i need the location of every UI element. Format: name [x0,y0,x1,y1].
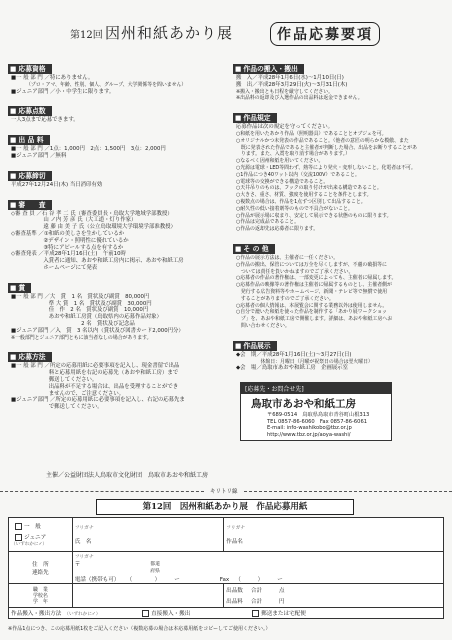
application-badge: 作品応募要項 [270,22,380,46]
text-line: 入賞者に通知、あおや和紙工房内に掲示、あおや和紙工房 [11,258,184,265]
text-line: 郵送してください。 [11,376,98,383]
text-line: 出品料が不足する場合は、出品を受理することができ [11,383,179,390]
mail-delivery-checkbox[interactable] [252,610,259,617]
flyer-title [0,22,452,42]
text-line: ■ジュニア部門 ／無料 [11,152,67,159]
text-line: ○作品が展示場に収まり、安定して展示できる状態のものに限ります。 [236,212,392,219]
work-name-label: 作品名 [226,539,243,545]
section-other [233,236,445,330]
text-line: ※一般部門とジュニア部門ともに該当者なしの場合があります。 [11,334,152,341]
text-line: 準 大 賞 1 名 賞状及び副賞 30,000円 [11,300,152,307]
text-line: ○作品は完成品であること。 [236,219,299,226]
text-line: ○複数点の場合は、作品を1点ずつ区別して出品すること。 [236,198,366,205]
text-line: ついては責任を負いかねますのでご了承ください。 [236,268,354,275]
text-line: ○光源は電球・LED等問わず、熱等により発火・変形しないこと。化電者は不可。 [236,164,416,171]
application-form [8,517,444,619]
text-line: ○作品の返却先は応募者に限ります。 [236,226,319,233]
section-heading: ■ 出 品 料 [8,135,50,145]
text-line: 搬 入／平成28年1月6日(水)～1月10日(日) [236,75,344,81]
fee-field[interactable]: 合計 円 [250,599,285,605]
text-line: することがありますのでご了承ください。 [236,295,334,302]
name-label: 氏 名 [74,539,92,545]
text-line: 発行する広告資料等やホームページ、新聞・テレビ等で無償で使用 [236,288,388,295]
postal-mark: 〒 [74,561,81,568]
text-line: 搬 出／平成28年3月29日(火)～3月31日(木) [236,81,348,88]
website-link[interactable]: http://www.tbz.or.jp/aoya-washi/ [267,431,351,438]
name-cell[interactable] [72,518,223,552]
exhibition-title: 因州和紙あかり展 [105,24,234,42]
text-line: ○大きさ、重さ、材質、強度を使用することを条件とします。 [236,192,372,199]
junior-label: ジュニア [24,535,47,541]
text-line: 既に発表された作品であると主催者が判断した場合、出品をお断りすることがあ [236,144,417,151]
text-line: ○オリジナルかつ未発表の作品であること。（他者の意匠の明らかな模倣、また [236,137,409,144]
text-line: ◇審 査 員 ／石 谷 孝 二 氏（審査委員長・鳥取大学地域学部教授） [11,210,173,217]
text-line: ■一 般 部 門 ／所定の応募用紙に必要事項を記入し、現金書留で出品 [11,363,180,370]
work-furigana-label: フリガナ [226,526,246,531]
form-footnote: ※作品1点につき、この応募用紙1枚をご記入ください（複数応募の場合は本応募用紙をコピーしてご使用ください。） [8,626,271,632]
text-line: ○なるべく因州和紙を用いてください。 [236,158,324,165]
cut-line-label: キリトリ線 [210,489,238,495]
text-line: ※出品料の返却及び入選作品の出品料は返金できません。 [236,95,363,102]
text-line: ◇審査基準 ／①和紙の美しさを生かしているか [11,230,125,237]
cut-line-dash-left [0,491,204,492]
section-heading: ■ そ の 他 [233,244,275,254]
text-line: 応募作品は次の規定を守ってください。 [236,124,334,131]
text-line: （プロ・アマ、年齢、性別、個人、グループ、大学関係等を問いません） [26,81,187,88]
text-line: 問い合わせください。 [236,322,290,329]
text-line: ■ジュニア部門 ／小・中学生に限ります。 [11,88,115,95]
occupation-cell[interactable] [72,584,223,608]
fax-field[interactable]: （ ） ー [235,576,283,583]
section-count [8,98,228,124]
count-field[interactable]: 合計 点 [250,588,285,594]
section-deadline [8,163,228,189]
section-heading: ■ 賞 [8,283,31,293]
delivery-method-label: 作品搬入・搬出方法 [11,611,62,617]
text-line: で郵送してください。 [11,404,103,411]
text-line: ※搬入・搬出とも日程を厳守してください。 [236,88,334,95]
address-furigana-label: フリガナ [74,554,94,560]
text-line: 佳 作 2 名 賞状及び副賞 10,000円 [11,307,149,314]
text-line: ○天井吊りのものは、フックの取り付けが出来る構造であること。 [236,185,382,192]
inquiry-organization: 鳥取市あおや和紙工房 [251,398,356,410]
section-rules [233,105,445,233]
text-line: ◆会 場／鳥取市あおや和紙工房 企画展示室 [236,365,348,372]
text-line: ○応募者の作品の著作権は、一部変更によっても、主催者に帰属します。 [236,275,397,282]
section-heading: ■ 作品の搬入・搬出 [233,64,304,74]
inquiry-box [240,382,392,441]
text-line: ○電球等の交換ができる構造であること。 [236,178,329,185]
section-qualification [8,56,228,95]
address-cell[interactable] [72,552,443,584]
occupation-label: 職 業 学校名 学 年 [9,584,73,608]
postal-address: 〒689-0514 鳥取県鳥取市青谷町山根313 [267,412,370,418]
text-line: プ」を、あおや和紙工房で開催します。詳細は、あおや和紙工房へお [236,316,393,323]
name-furigana-label: フリガナ [74,526,94,531]
email-link[interactable]: E-mail: info-washikobo@tbz.or.jp [267,425,352,432]
organizer-line: 主催／公益財団法人鳥取市文化財団 鳥取市あおや和紙工房 [46,472,209,479]
text-line: ○作品の展示方法は、主催者に一任ください。 [236,254,339,261]
text-line: ■一 般 部 門 ／1点：1,000円 2点：1,500円 3点：2,000円 [11,146,166,153]
section-heading: ■ 応募締切 [8,171,52,181]
text-line: 料と応募用紙を右記の応募先（あおや和紙工房）まで [11,370,179,377]
direct-delivery-label: 直接搬入・搬出 [151,611,191,617]
address-label: 住 所 連絡先 [9,552,73,584]
general-label: 一 般 [24,524,41,530]
text-line: 山 ノ内 芳 彦 氏（大工道・灯り作家） [11,217,137,224]
right-column [233,56,445,375]
mail-delivery-label: 郵送または宅配便 [261,611,306,617]
form-title: 第12回 因州和紙あかり展 作品応募用紙 [96,499,354,515]
section-heading: ■ 応募点数 [8,106,52,116]
section-heading: ■ 審 査 [8,200,52,210]
prefecture-label: 都道 府県 [150,561,160,574]
text-line: ■一 般 部 門 ／大 賞 1 名 賞状及び副賞 80,000円 [11,293,150,300]
text-line: 休館日：月曜日（月曜が祝祭日の場合は翌火曜日） [236,358,373,365]
section-heading: ■ 応募方法 [8,352,52,362]
text-line: 遠 藤 由 美 子 氏（公立鳥取環境大学環境学部准教授） [11,224,176,231]
delivery-method-cell [9,608,444,619]
section-heading: ■ 作品展示 [233,341,277,351]
text-line: ■一 般 部 門 ／特にありません。 [11,75,94,81]
section-delivery [233,56,445,102]
text-line: ○作品の搬出、保管については万全を尽くしますが、不慮の破損等に [236,261,387,268]
cut-line [0,487,452,495]
text-line: ませんので、ご注意ください。 [11,390,125,397]
phone-label: 電話（携帯も可） [74,576,120,583]
phone-fax: TEL 0857-86-6060 Fax 0857-86-6061 [267,418,368,425]
delivery-hint: （いずれかに✓） [64,612,101,617]
section-judging [8,192,228,272]
text-line: 一人3点まで応募できます。 [11,117,79,124]
text-line: ■ジュニア部門 ／入 賞 3 名以内（賞状及び図書カード2,000円分） [11,327,184,334]
section-heading: ■ 応募資格 [8,64,52,74]
direct-delivery-checkbox[interactable] [142,610,149,617]
phone-field[interactable]: （ ） ー [129,576,180,583]
section-heading: ■ 作品規定 [233,113,277,123]
count-label: 出品数 [226,588,243,594]
text-line: ③特にアピールする点を有するか [11,244,124,251]
text-line: 平成27年12月24日(木) 当日消印有効 [11,181,103,188]
text-line: ホームページにて発表 [11,264,98,271]
text-line: ○自分で漉いた和紙を使った作品を制作する「あかり展ワークショッ [236,309,387,316]
section-prize [8,275,228,342]
fax-label: Fax [219,576,230,583]
fee-label: 出品料 [226,599,243,605]
inquiry-address [241,411,391,440]
category-hint: （いずれかに✓） [11,542,48,547]
text-line: ②デザイン・照明性に優れているか [11,237,129,244]
text-line: 2 名 賞状及び記念品 [11,320,135,327]
text-line: あおや和紙工房賞（鳥取県内の応募作品対象） [11,314,162,321]
category-cell [9,518,73,552]
left-column [8,56,228,414]
section-exhibit [233,333,445,372]
edition-label: 第12回 [70,30,103,41]
text-line: ■ジュニア部門 ／所定の応募用紙に必要事項を記入し、右記の応募先ま [11,397,185,404]
text-line: ○和紙を用いたあかり作品（照明器具）であることとオブジェを可。 [236,130,387,137]
text-line: ります。また、入賞を取り消す場合があります。） [236,151,351,158]
text-line: ○耐久性の低い接着剤等のもので不具合がないこと。 [236,205,353,212]
count-fee-cell [224,584,444,608]
section-fee [8,127,228,160]
text-line: ◆会 期／平成28年1月16日(土)～3月27日(日) [236,351,352,358]
work-name-cell[interactable] [224,518,444,552]
cut-line-dash-right [244,491,452,492]
text-line: ○1作品につき40ワット以内（交流100V）であること。 [236,171,360,178]
text-line: ○応募者の個人情報は、本展覧会に関する業務以外は使用しません。 [236,302,388,309]
section-method [8,344,228,411]
junior-checkbox[interactable] [15,534,22,541]
text-line: ○応募作品の映像等の著作権は主催者に帰属するものとし、主催者側が [236,282,392,289]
general-checkbox[interactable] [15,523,22,530]
inquiry-header: [応募先・お問合せ先] [241,383,391,394]
text-line: ◇審査発表 ／平成28年1月16日(土) 午前10時 [11,251,126,258]
